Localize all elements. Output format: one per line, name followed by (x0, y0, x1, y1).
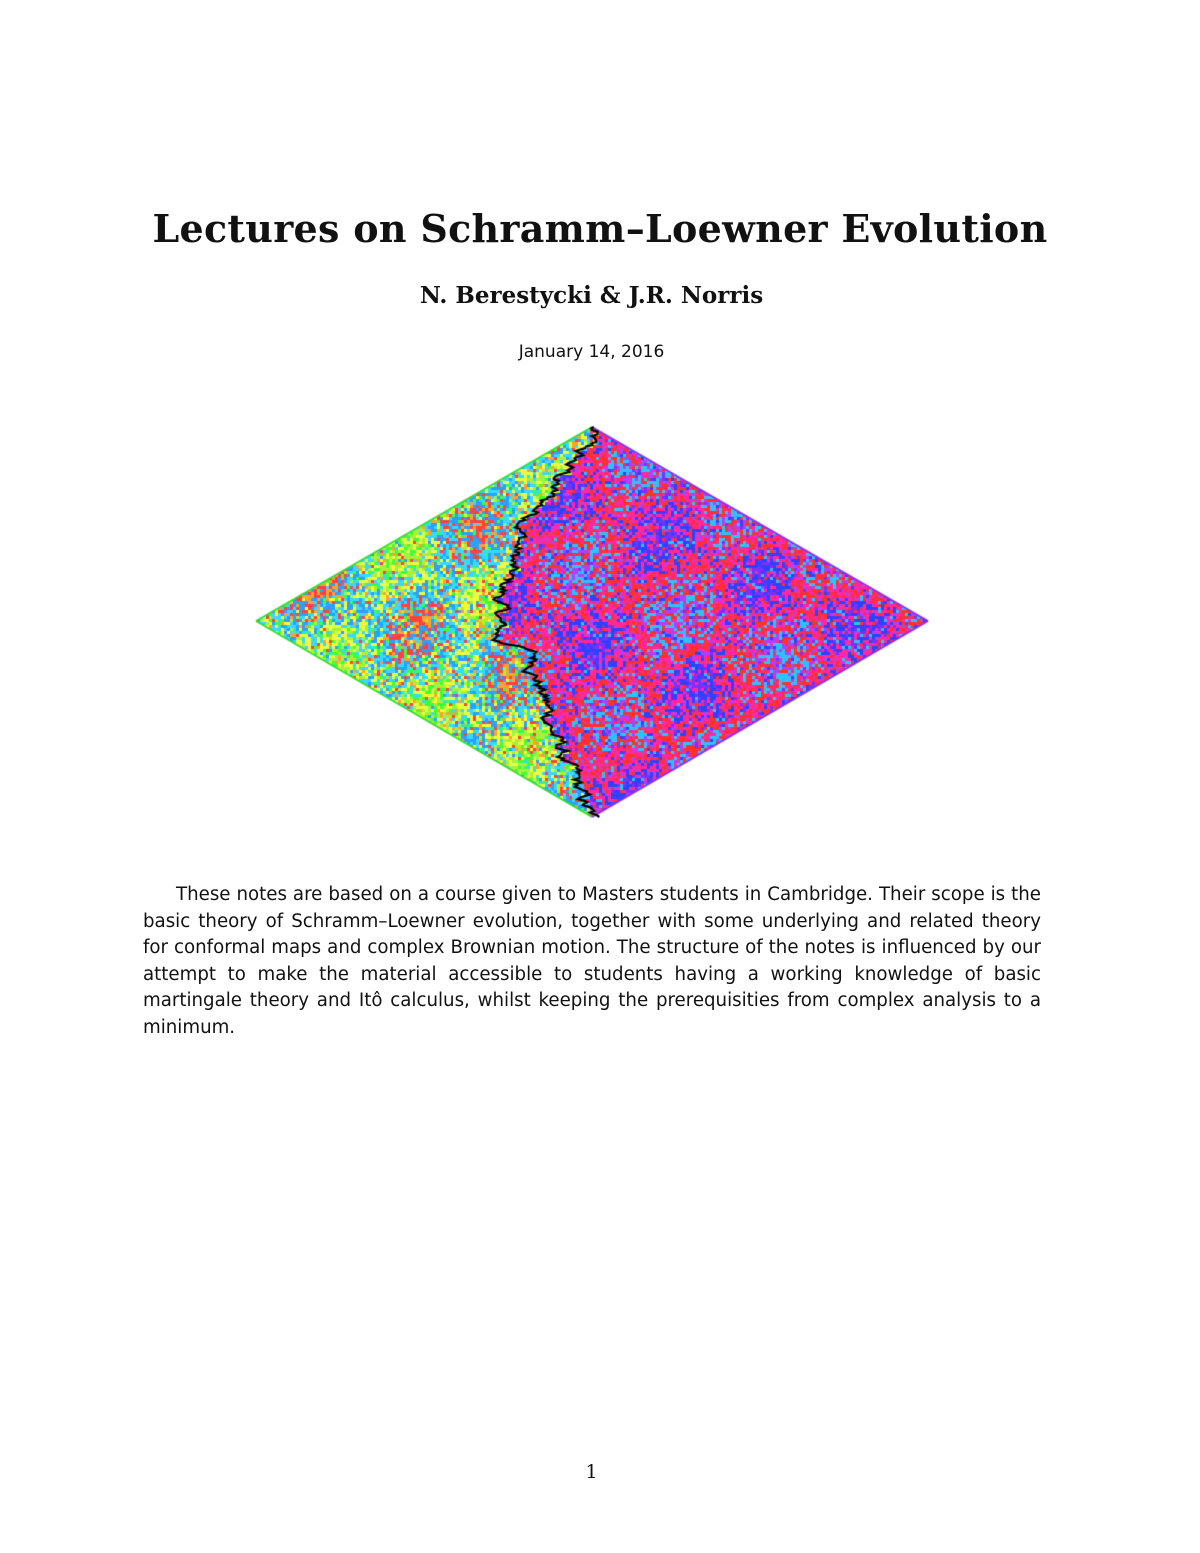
sle-interface-figure (254, 424, 930, 820)
page-number: 1 (585, 1461, 598, 1483)
document-title: Lectures on Schramm–Loewner Evolution (152, 206, 1048, 251)
document-date: January 14, 2016 (518, 342, 665, 362)
document-authors: N. Berestycki & J.R. Norris (419, 282, 764, 309)
gaussian-field-rhombus (254, 424, 930, 820)
abstract-paragraph: These notes are based on a course given to Masters students in Cambridge. Their scope is the basic theory of Schramm–Loewner evolution, together with some underlying and related theory for conformal maps and complex Brownian motion. The structure of the notes is influenced by our attempt to make the material accessible to students having a working knowledge of basic martingale theory and Itô calculus, whilst keeping the prerequisities from complex analysis to a minimum. (143, 884, 1041, 1038)
